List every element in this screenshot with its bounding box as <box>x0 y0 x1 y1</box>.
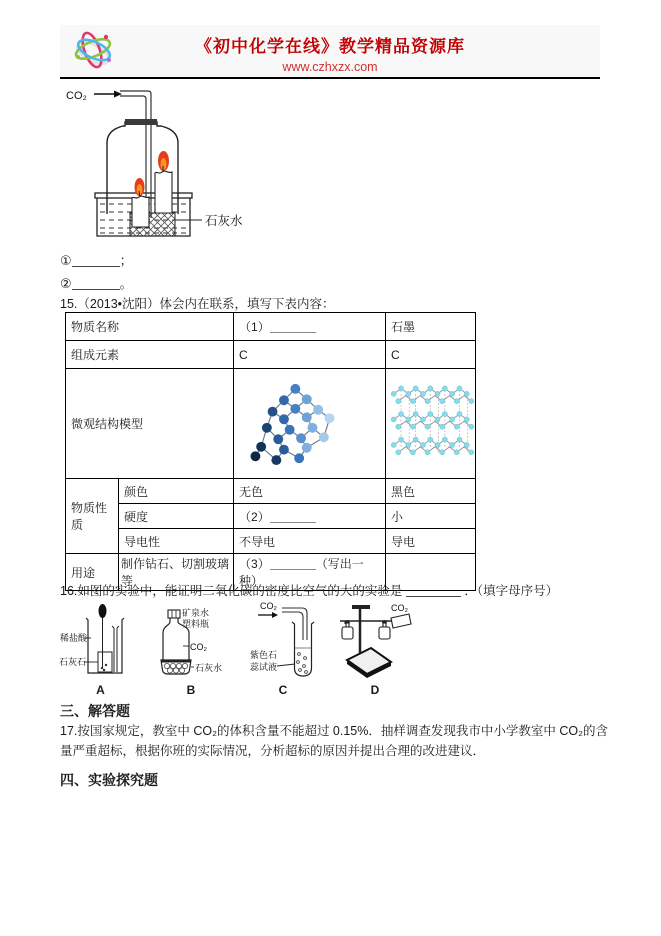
experiment-d-letter: D <box>370 683 380 697</box>
circled-1: ① <box>60 253 72 268</box>
cell-element-label: 组成元素 <box>66 341 234 369</box>
experiment-d-diagram <box>335 600 415 697</box>
left-weight-bottle <box>342 621 353 639</box>
co2-arrowhead <box>272 612 278 618</box>
cell-graphite-hardness: 小 <box>386 504 476 529</box>
q15-prompt: 15.（2013•沈阳）体会内在联系，填写下表内容： <box>60 297 335 311</box>
q16-prompt: 16.如图的实验中，能证明二氧化碳的密度比空气的大的实验是 ．（填字母序号） <box>60 584 559 598</box>
mineral-water-label-1: 矿泉水 <box>182 608 210 618</box>
balloon-icon <box>99 604 107 618</box>
co2-candles-apparatus-diagram <box>63 86 258 242</box>
blank-underline <box>72 276 120 290</box>
jar-neck-band <box>125 119 157 125</box>
q17-text: 17.按国家规定，教室中 CO₂的体积含量不能超过 0.15%．抽样调查发现我市中小学教室中 CO₂的含量严重超标，根据你班的实际情况，分析超标的原因并提出合理的改进建议． <box>60 724 608 758</box>
co2-label: CO₂ <box>190 642 207 652</box>
co2-label: CO₂ <box>260 601 277 611</box>
balance-base <box>347 648 391 674</box>
table-row <box>66 341 476 369</box>
cell-graphite-model <box>386 369 476 479</box>
section-4-heading: 四、实验探究题 <box>60 772 158 788</box>
atom-logo-icon <box>66 27 124 75</box>
site-header <box>60 25 600 79</box>
table-row <box>66 313 476 341</box>
circled-2: ② <box>60 276 72 291</box>
blank-underline <box>270 320 316 333</box>
experiment-b-letter: B <box>186 683 196 697</box>
answer-blank-2: ② 。 <box>60 276 133 291</box>
table-row <box>66 529 476 554</box>
site-title: 《初中化学在线》教学精品资源库 <box>195 37 465 56</box>
cell-substance-name-label: 物质名称 <box>66 313 234 341</box>
cell-diamond-conductivity: 不导电 <box>234 529 386 554</box>
cell-graphite-name: 石墨 <box>386 313 476 341</box>
q16-experiment-diagrams <box>58 600 538 698</box>
right-weight-bottle <box>379 621 390 639</box>
dilute-acid-label: 稀盐酸 <box>60 633 88 643</box>
co2-label: CO₂ <box>391 603 408 613</box>
stand-top <box>352 605 370 609</box>
cell-graphite-color: 黑色 <box>386 479 476 504</box>
pouring-container <box>391 614 411 628</box>
bottle-cap <box>168 610 180 618</box>
site-url: www.czhxzx.com <box>282 60 378 74</box>
table-row <box>66 479 476 504</box>
cell-diamond-model <box>234 369 386 479</box>
table-row <box>66 504 476 529</box>
cell-properties-label: 物质性质 <box>66 479 119 554</box>
cell-use-label: 用途 <box>66 554 119 591</box>
graphite-structure-model <box>391 381 475 467</box>
limewater-label: 石灰水 <box>195 663 222 673</box>
limewater-label: 石灰水 <box>205 214 243 228</box>
blank-underline <box>72 253 120 267</box>
inner-cup <box>98 652 112 672</box>
blank-underline <box>270 510 316 523</box>
cell-graphite-element: C <box>386 341 476 369</box>
litmus-label-1: 紫色石 <box>250 650 278 660</box>
experiment-a-diagram <box>58 600 143 697</box>
experiment-a-letter: A <box>96 683 105 697</box>
cell-diamond-name: （1） <box>234 313 386 341</box>
cell-diamond-element: C <box>234 341 386 369</box>
cell-diamond-hardness: （2） <box>234 504 386 529</box>
limestone-label: 石灰石 <box>59 657 87 667</box>
experiment-c-diagram <box>248 600 318 697</box>
section-3-heading: 三、解答题 <box>60 703 130 719</box>
experiment-b-diagram <box>144 600 222 697</box>
litmus-label-2: 蕊试液 <box>250 662 278 672</box>
cell-diamond-use: 制作钻石、切割玻璃等 <box>119 554 234 591</box>
table-row <box>66 369 476 479</box>
cell-hardness-label: 硬度 <box>119 504 234 529</box>
cell-graphite-use: （3） （写出一种） <box>234 554 386 591</box>
cell-conductivity-label: 导电性 <box>119 529 234 554</box>
diamond-structure-model <box>245 379 340 469</box>
answer-blank-1: ① ； <box>60 253 133 268</box>
comparison-table <box>65 312 476 591</box>
blank-underline <box>270 557 316 570</box>
co2-inlet-label: CO₂ <box>66 90 87 102</box>
tall-candle <box>155 151 172 213</box>
cell-graphite-conductivity: 导电 <box>386 529 476 554</box>
cell-color-label: 颜色 <box>119 479 234 504</box>
mineral-water-label-2: 塑料瓶 <box>182 619 210 629</box>
experiment-c-letter: C <box>278 683 288 697</box>
blank-underline <box>406 583 461 597</box>
cell-diamond-color: 无色 <box>234 479 386 504</box>
bubbles <box>297 653 308 674</box>
cell-model-label: 微观结构模型 <box>66 369 234 479</box>
